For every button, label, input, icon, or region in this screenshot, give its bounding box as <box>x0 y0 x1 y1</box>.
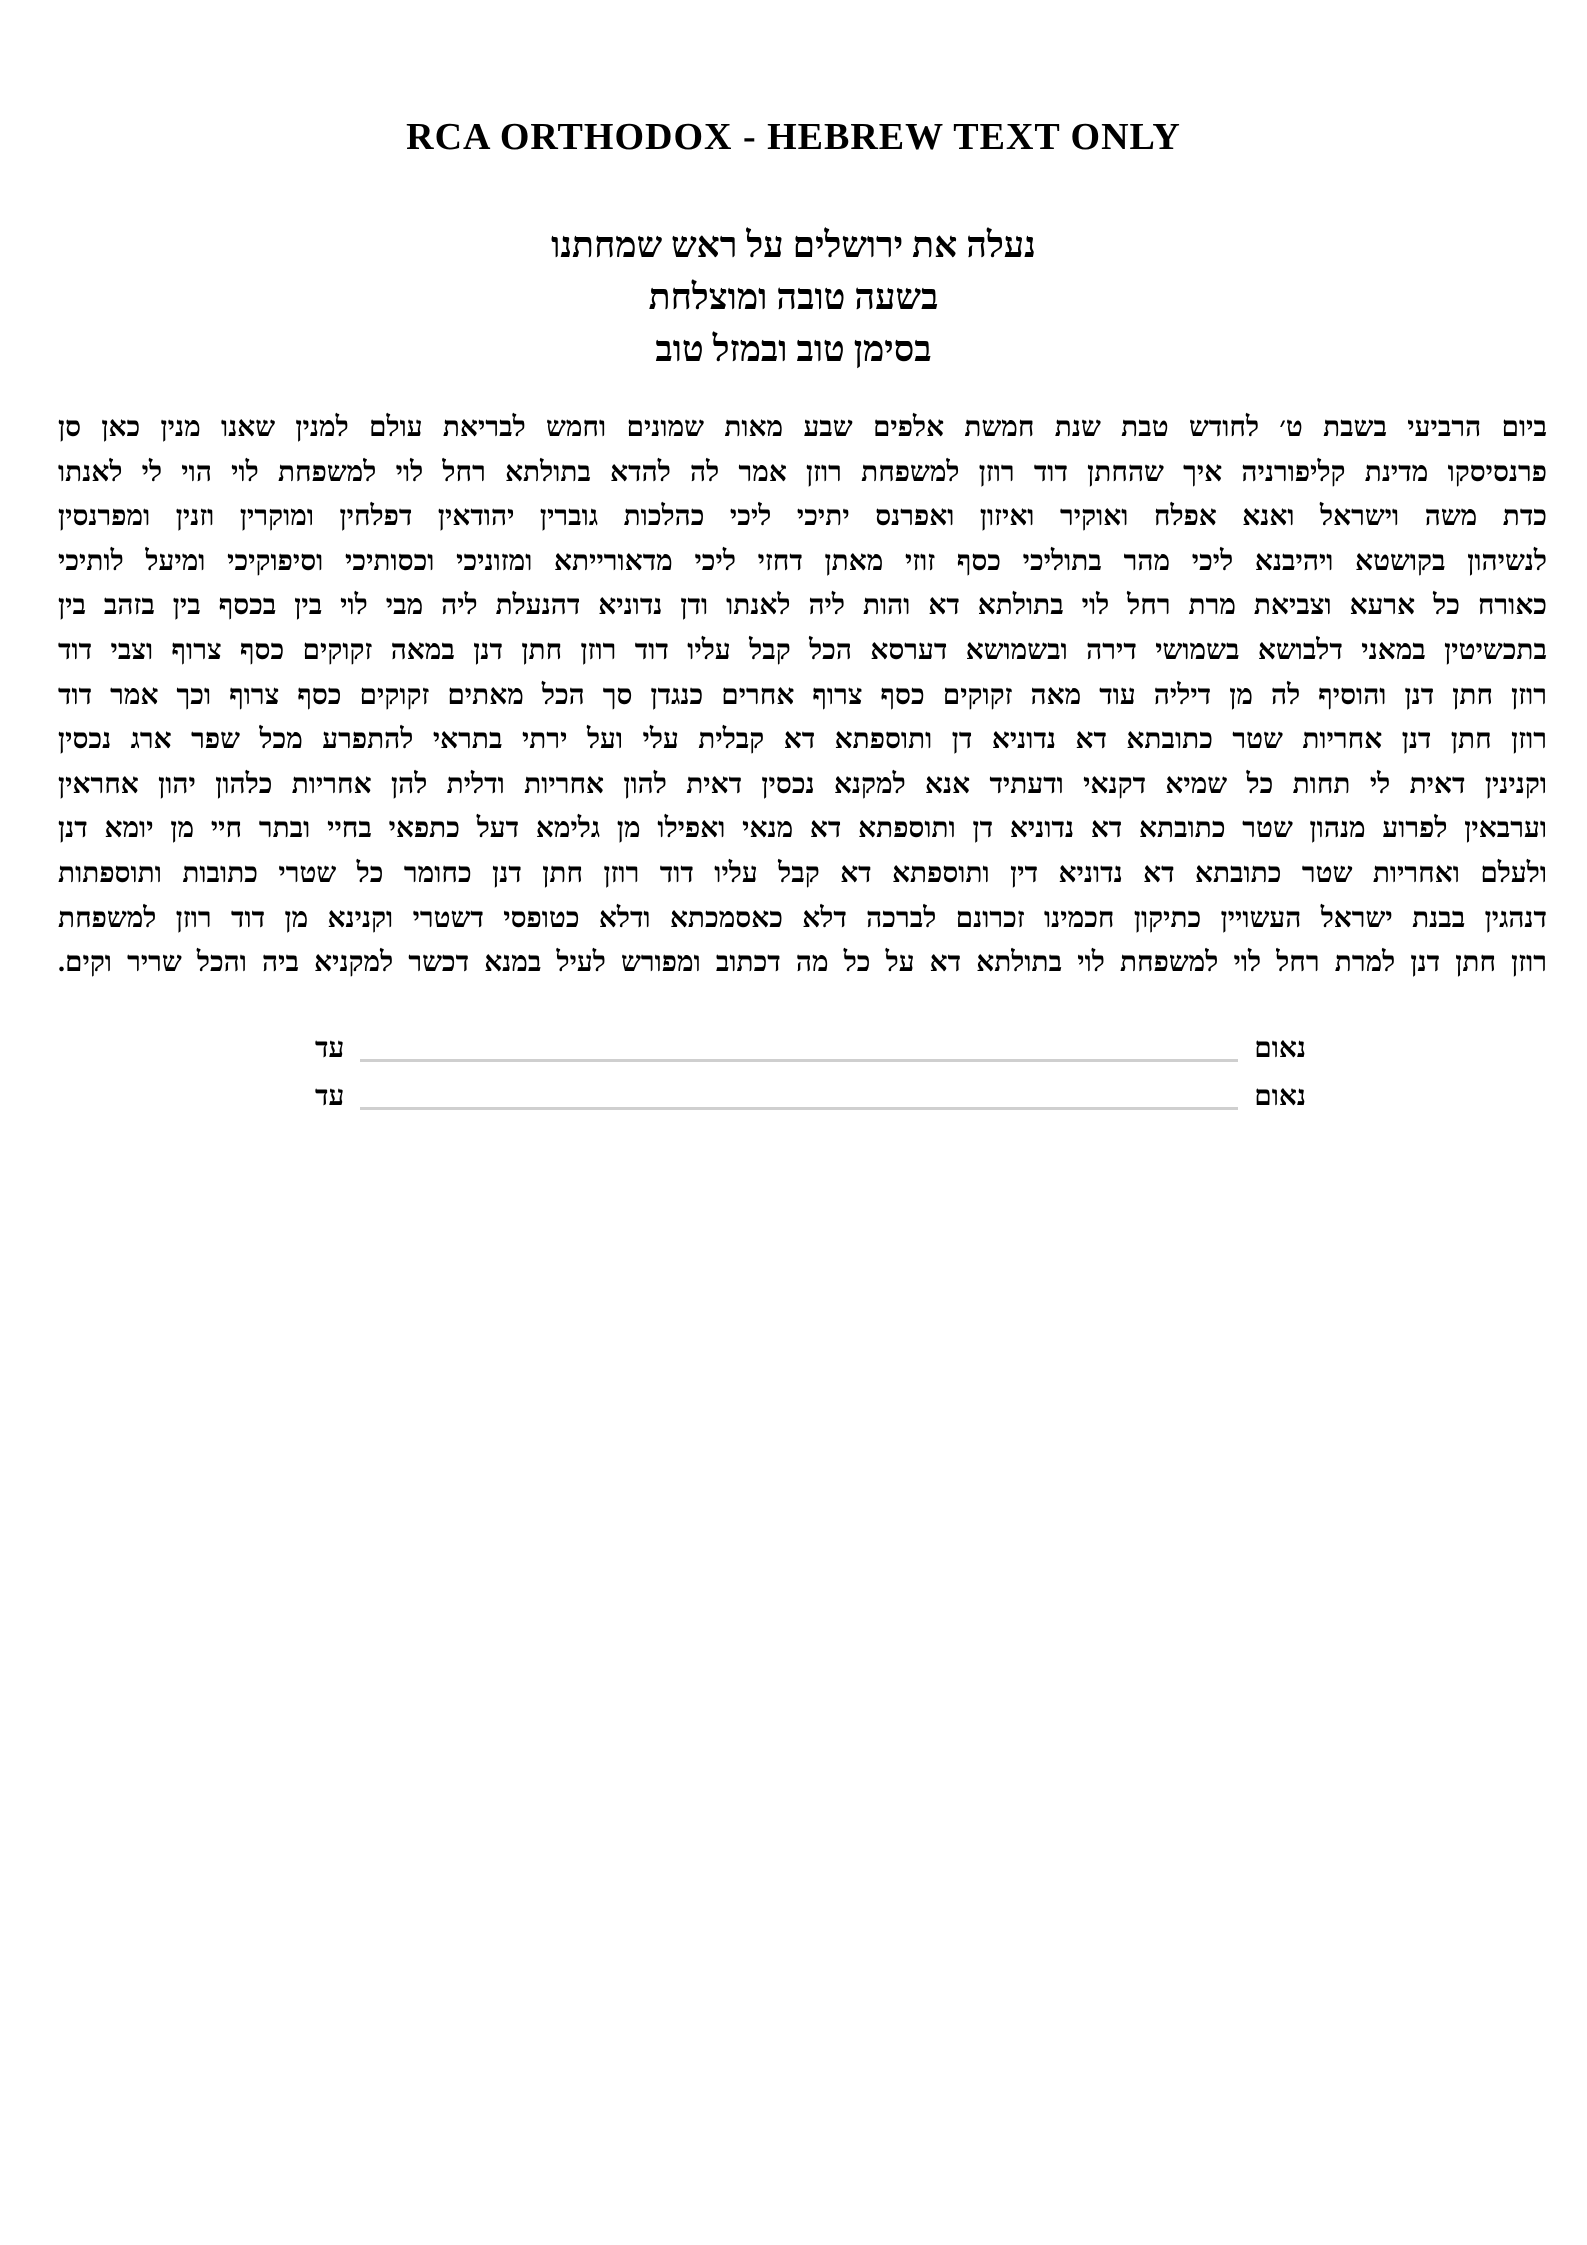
witness-signature-line <box>360 1107 1238 1110</box>
ketubah-text-line: כאורח כל ארעא וצביאת מרת רחל לוי בתולתא דא והות ליה לאנתו ודן נדוניא דהנעלת ליה מבי לוי בין בכסף בין בזהב בין <box>58 590 1547 622</box>
ketubah-text-line: רוזן חתן דנן למרת רחל לוי למשפחת לוי בתולתא דא על כל מה דכתוב ומפורש לעיל במנא דכשר למקניא ביה והכל שריר וקים. <box>58 947 1547 979</box>
witness-signature-row-2 <box>315 1075 1306 1119</box>
ketubah-text-line: כדת משה וישראל ואנא אפלח ואוקיר ואיזון ואפרנס יתיכי ליכי כהלכות גוברין יהודאין דפלחין ומוקרין וזנין ומפרנסין <box>58 501 1547 533</box>
ketubah-text-line: רוזן חתן דנן והוסיף לה מן דיליה עוד מאה זקוקים כסף צרוף אחרים כנגדן סך הכל מאתים זקוקים כסף צרוף וכך אמר דוד <box>58 679 1547 711</box>
witness-signature-line <box>360 1059 1238 1062</box>
blessing-headings <box>0 219 1587 375</box>
document-title: RCA ORTHODOX - HEBREW TEXT ONLY <box>406 116 1181 158</box>
ketubah-text-line: וקנינין דאית לי תחות כל שמיא דקנאי ודעתיד אנא למקנא נכסין דאית להון אחריות ודלית להן אחריות כלהון יהון אחראין <box>58 768 1547 800</box>
witness-prefix-label: נאום <box>1254 1033 1306 1064</box>
blessing-heading-good-hour: בשעה טובה ומוצלחת <box>648 277 939 317</box>
ketubah-text-line: ביום הרביעי בשבת ט׳ לחודש טבת שנת חמשת אלפים שבע מאות שמונים וחמש לבריאת עולם למנין שאנו מנין כאן סן <box>58 412 1547 443</box>
ketubah-text-line: רוזן חתן דנן אחריות שטר כתובתא דא נדוניא דן ותוספתא דא קבלית עלי ועל ירתי בתראי להתפרע מכל שפר ארג נכסין <box>58 724 1547 756</box>
ketubah-text-line: ולעלם ואחריות שטר כתובתא דא נדוניא דין ותוספתא דא קבל עליו דוד רוזן חתן דנן כחומר כל שטרי כתובות ותוספתות <box>58 857 1547 889</box>
ketubah-text-line: וערבאין לפרוע מנהון שטר כתובתא דא נדוניא דן ותוספתא דא מנאי ואפילו מן גלימא דעל כתפאי בחיי ובתר חיי מן יומא דנן <box>58 813 1547 845</box>
witness-suffix-label: עד <box>315 1033 345 1064</box>
ketubah-text-line: פרנסיסקו מדינת קליפורניה איך שהחתן דוד רוזן למשפחת רוזן אמר לה להדא בתולתא רחל לוי למשפחת לוי הוי לי לאנתו <box>58 456 1547 488</box>
ketubah-text-line: דנהגין בבנת ישראל העשויין כתיקון חכמינו זכרונם לברכה דלא כאסמכתא ודלא כטופסי דשטרי וקנינא מן דוד רוזן למשפחת <box>58 902 1547 934</box>
witness-signature-row-1 <box>315 1027 1306 1071</box>
ketubah-text-line: לנשיהון בקושטא ויהיבנא ליכי מהר בתוליכי כסף זוזי מאתן דחזי ליכי מדאורייתא ומזוניכי וכסותיכי וסיפוקיכי ומיעל לותיכי <box>58 545 1547 577</box>
ketubah-body-text <box>58 406 1547 986</box>
blessing-heading-jerusalem: נעלה את ירושלים על ראש שמחתנו <box>551 225 1036 265</box>
witness-prefix-label: נאום <box>1254 1081 1306 1112</box>
witness-suffix-label: עד <box>315 1081 345 1112</box>
ketubah-text-line: בתכשיטין במאני דלבושא בשמושי דירה ובשמושא דערסא הכל קבל עליו דוד רוזן חתן דנן במאה זקוקים כסף צרוף וצבי דוד <box>58 634 1547 666</box>
blessing-heading-mazal-tov: בסימן טוב ובמזל טוב <box>655 329 932 369</box>
